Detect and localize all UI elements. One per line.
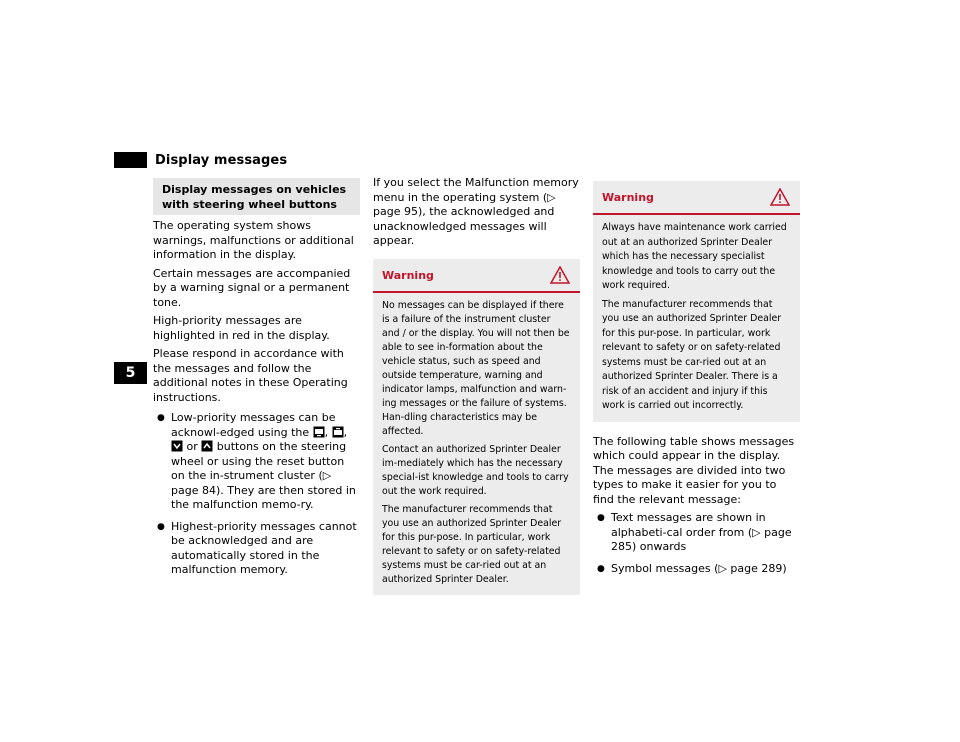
arrow-icon: ▷ — [718, 561, 727, 575]
arrow-icon: ▷ — [322, 469, 332, 482]
paragraph: The operating system shows warnings, malfunctions or additional information in the display. — [153, 219, 354, 261]
paragraph: If you select the Malfunction memory menu in the operating system (▷ page 95), the acknowledged and unacknowledged messages will appear. — [373, 176, 579, 247]
bullet-glyph: ● — [157, 413, 165, 423]
back-button-icon — [201, 440, 213, 452]
right-column — [593, 181, 800, 583]
chapter-number: 5 — [125, 365, 136, 381]
warning-text: The manufacturer recommends that you use an authorized Sprinter Dealer for this pur-pose. In particular, work relevant to safety or on safety-related systems must be car-ried out at an authorized Sprinter Dealer. — [382, 503, 562, 585]
list-item: ● Symbol messages (▷ page 289) — [597, 561, 787, 575]
list-item: ● Highest-priority messages cannot be acknowledged and are automatically stored in the malfunction memory. — [157, 519, 357, 576]
bullet-list — [153, 411, 360, 578]
middle-column — [373, 176, 580, 595]
display-down-button-icon — [313, 426, 325, 438]
page-title: Display messages — [155, 153, 288, 168]
warning-box — [373, 259, 580, 595]
bullet-glyph: ● — [157, 521, 165, 532]
paragraph: Please respond in accordance with the messages and follow the additional notes in these Operating instructions. — [153, 347, 348, 404]
warning-title: Warning — [602, 191, 654, 204]
bullet-glyph: ● — [597, 513, 605, 523]
warning-box — [593, 181, 800, 422]
arrow-icon: ▷ — [547, 190, 556, 204]
next-button-icon — [171, 440, 183, 452]
paragraph: Certain messages are accompanied by a warning signal or a permanent tone. — [153, 266, 351, 309]
paragraph: High-priority messages are highlighted in red in the display. — [153, 314, 330, 342]
list-item: ● Text messages are shown in alphabeti-cal order from (▷ page 285) onwards — [597, 511, 792, 553]
list-item: ● Low-priority messages can be acknowl-edged using the , , or buttons on the steering wheel or using the reset button on the in-strument cluster (▷ page 84). They are then stored in the malfunction memo-ry. — [157, 411, 356, 511]
bullet-list — [593, 511, 800, 576]
warning-text: Contact an authorized Sprinter Dealer im-mediately which has the necessary special-ist knowledge and tools to carry out the work required. — [382, 443, 569, 497]
warning-text: The manufacturer recommends that you use an authorized Sprinter Dealer for this pur-pose. In particular, work relevant to safety or on safety-related systems must be car-ried out at an authorized Sprinter Dealer. There is a risk of an accident and injury if this work is carried out incorrectly. — [602, 298, 782, 411]
warning-text: No messages can be displayed if there is a failure of the instrument cluster and / or the display. You will not then be able to see in-formation about the vehicle status, such as speed and outside temperature, warning and indicator lamps, malfunction and warn-ing messages or the failure of systems. Han-dling characteristics may be affected. — [382, 299, 570, 437]
left-column — [153, 178, 360, 585]
paragraph: The following table shows messages which could appear in the display. The messages are divided into two types to make it easier for you to find the relevant message: — [593, 434, 795, 506]
bullet-glyph: ● — [597, 563, 605, 574]
warning-title: Warning — [382, 268, 434, 282]
display-up-button-icon — [332, 426, 344, 438]
arrow-icon: ▷ — [752, 525, 761, 539]
warning-triangle-icon — [550, 266, 570, 284]
warning-triangle-icon — [770, 188, 790, 206]
section-subheading: Display messages on vehicles with steering wheel buttons — [153, 178, 360, 215]
header-bar — [114, 152, 147, 168]
warning-text: Always have maintenance work carried out at an authorized Sprinter Dealer which has the necessary specialist knowledge and tools to carry out the work required. — [602, 222, 787, 291]
